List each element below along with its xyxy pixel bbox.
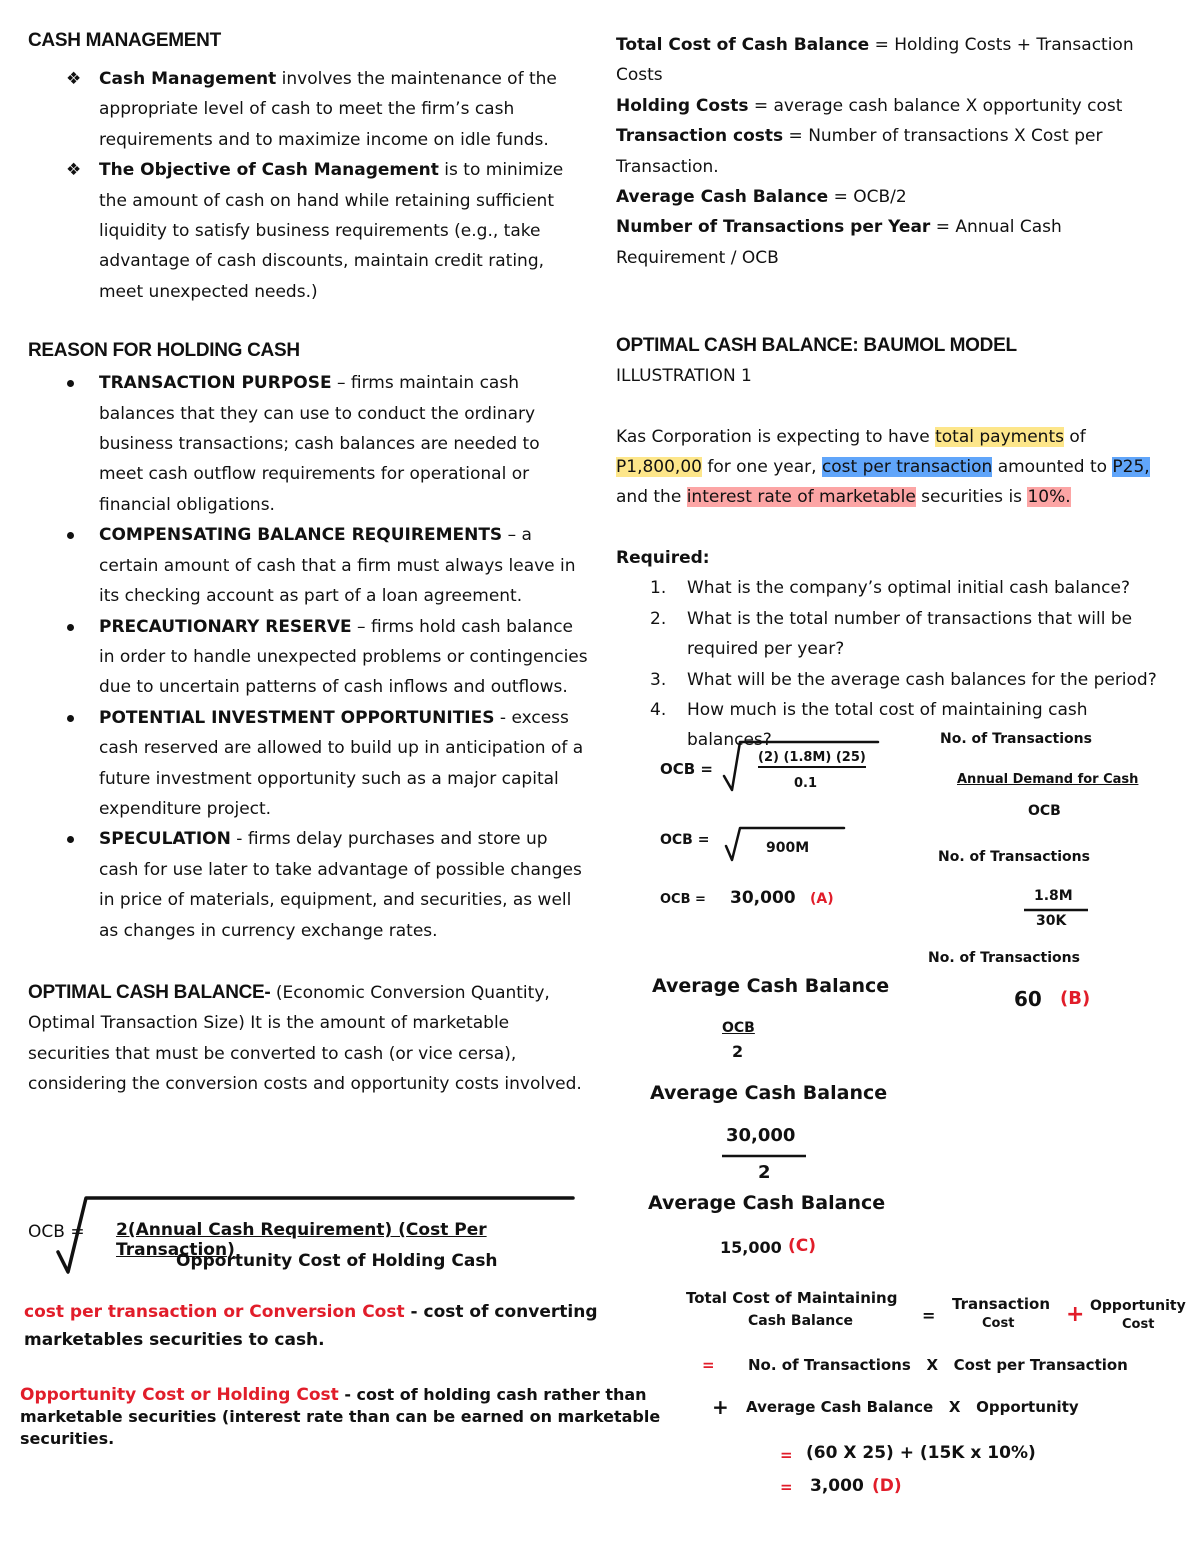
- transactions-title: No. of Transactions: [940, 731, 1092, 747]
- equals-sign: =: [702, 1356, 715, 1374]
- transaction-cost-label: Transaction: [952, 1295, 1051, 1313]
- transactions-denominator: OCB: [1028, 803, 1061, 819]
- definition: = OCB/2: [828, 187, 907, 208]
- term: Total Cost of Cash Balance: [616, 35, 870, 55]
- ocb-label: OCB =: [660, 892, 706, 907]
- case-part: for one year,: [701, 457, 822, 478]
- ocb-numerator: (2) (1.8M) (25): [758, 750, 866, 765]
- ocb-text: (Economic Conversion Quantity, Optimal Transaction Size) It is the amount of marketable securities that must be converted to cash (or vice cersa), considering the conversion costs and opportunity costs involved.: [28, 982, 582, 1095]
- note-term: Opportunity Cost or Holding Cost: [20, 1385, 339, 1405]
- acb-title: Average Cash Balance: [648, 1192, 886, 1214]
- list-item: [28, 703, 588, 825]
- acb-title: Average Cash Balance: [652, 975, 890, 997]
- fraction-bar: [720, 1153, 810, 1159]
- definition: = average cash balance X opportunity cost: [748, 95, 1123, 116]
- highlight-red: interest rate of marketable: [686, 487, 916, 508]
- transaction-cost-label: Cost: [982, 1316, 1015, 1331]
- ocb-value: 900M: [766, 840, 810, 856]
- transactions-numerator: Annual Demand for Cash: [957, 772, 1139, 787]
- cash-management-list: [28, 64, 588, 307]
- highlight-yellow: P1,800,00: [616, 457, 702, 478]
- list-item: [28, 520, 588, 611]
- term: TRANSACTION PURPOSE: [99, 373, 332, 394]
- questions-list: [616, 573, 1176, 755]
- definition: – firms hold cash balance in order to handle unexpected problems or contingencies due to uncertain patterns of cash inflows and outflows.: [99, 616, 588, 698]
- list-item: [616, 665, 1176, 695]
- list-item: [28, 64, 588, 155]
- term: POTENTIAL INVESTMENT OPPORTUNITIES: [99, 707, 495, 728]
- answer-tag-b: (B): [1060, 988, 1091, 1009]
- item-number: 4.: [650, 699, 667, 720]
- acb-numerator: OCB: [722, 1020, 755, 1036]
- formula-numerator: 2(Annual Cash Requirement) (Cost Per Transaction): [116, 1220, 487, 1260]
- definition: = Holding Costs + Transaction Costs: [616, 35, 1134, 86]
- definition: – firms maintain cash balances that they can use to conduct the ordinary business transactions; cash balances are needed to meet cash outflow requirements for operational or financial obligations.: [99, 373, 540, 515]
- list-item: [616, 573, 1176, 603]
- answer-tag-a: (A): [810, 891, 834, 907]
- ocb-formula: [28, 1190, 588, 1290]
- ocb-definition: [28, 978, 588, 1100]
- definition: = Annual Cash Requirement / OCB: [616, 217, 1062, 268]
- question-text: How much is the total cost of maintaining cash balances?: [687, 699, 1088, 751]
- term: Transaction costs: [616, 126, 784, 147]
- formula-list: [616, 30, 1176, 273]
- ocb-label: OCB =: [660, 760, 713, 778]
- formula-line: [616, 30, 1176, 91]
- total-cost-title: Total Cost of Maintaining: [686, 1289, 898, 1307]
- list-item: [616, 695, 1176, 756]
- total-cost-line: Average Cash Balance X Opportunity: [746, 1398, 1079, 1416]
- equals-sign: =: [922, 1306, 936, 1325]
- case-text: [616, 422, 1176, 513]
- definition: is to minimize the amount of cash on hand while retaining sufficient liquidity to satisfy business requirements (e.g., take advantage of cash discounts, maintain credit rating, meet unexpected needs.): [99, 160, 564, 302]
- list-item: [28, 368, 588, 520]
- question-text: What is the total number of transactions that will be required per year?: [687, 608, 1133, 660]
- term: PRECAUTIONARY RESERVE: [99, 616, 352, 637]
- acb-title: Average Cash Balance: [650, 1082, 888, 1104]
- equals-sign: =: [780, 1446, 793, 1464]
- ocb-heading: OPTIMAL CASH BALANCE-: [28, 981, 271, 1003]
- case-part: amounted to: [992, 457, 1113, 478]
- acb-denominator: 2: [758, 1162, 771, 1183]
- formula-line: [616, 182, 1176, 212]
- case-part: and the: [616, 487, 687, 508]
- highlight-red: 10%.: [1027, 487, 1071, 508]
- note-opportunity-cost: [20, 1384, 680, 1450]
- term: Holding Costs: [616, 95, 749, 116]
- case-part: Kas Corporation is expecting to have: [616, 426, 936, 447]
- formula-line: [616, 212, 1176, 273]
- term: Number of Transactions per Year: [616, 217, 931, 238]
- note-definition: - cost of converting marketables securities to cash.: [24, 1302, 598, 1350]
- total-cost-result: 3,000: [810, 1476, 864, 1496]
- term: COMPENSATING BALANCE REQUIREMENTS: [99, 525, 503, 546]
- list-item: [616, 604, 1176, 665]
- cash-management-heading: CASH MANAGEMENT: [28, 30, 221, 51]
- term: SPECULATION: [99, 829, 231, 850]
- total-cost-line: No. of Transactions X Cost per Transaction: [748, 1356, 1128, 1374]
- transactions-result: 60: [1014, 987, 1042, 1011]
- term: Average Cash Balance: [616, 187, 829, 208]
- highlight-blue: P25,: [1112, 457, 1150, 478]
- list-item: [28, 612, 588, 703]
- transactions-title: No. of Transactions: [938, 849, 1090, 865]
- opportunity-cost-label: Cost: [1122, 1317, 1155, 1332]
- note-cost-per-transaction: [24, 1298, 664, 1354]
- plus-sign: +: [712, 1395, 729, 1419]
- baumol-heading: OPTIMAL CASH BALANCE: BAUMOL MODEL: [616, 335, 1017, 357]
- definition: – a certain amount of cash that a firm must always leave in its checking account as part of a loan agreement.: [99, 525, 576, 607]
- reason-heading: REASON FOR HOLDING CASH: [28, 340, 300, 362]
- definition: involves the maintenance of the appropriate level of cash to meet the firm’s cash requirements and to maximize income on idle funds.: [99, 69, 557, 150]
- item-number: 2.: [650, 608, 667, 629]
- formula-line: [616, 121, 1176, 182]
- acb-numerator: 30,000: [726, 1125, 796, 1146]
- term: The Objective of Cash Management: [99, 160, 439, 181]
- ocb-label: OCB =: [660, 832, 710, 848]
- definition: - firms delay purchases and store up cash for use later to take advantage of possible changes in price of materials, equipment, and securities, as well as changes in currency exchange rates.: [99, 829, 582, 941]
- list-item: [28, 155, 588, 307]
- formula-line: [616, 91, 1176, 121]
- transactions-title: No. of Transactions: [928, 950, 1080, 966]
- question-text: What is the company’s optimal initial cash balance?: [687, 578, 1130, 599]
- case-part: securities is: [915, 487, 1028, 508]
- item-number: 1.: [650, 578, 667, 599]
- answer-tag-d: (D): [872, 1476, 902, 1496]
- equals-sign: =: [780, 1478, 793, 1496]
- opportunity-cost-label: Opportunity: [1090, 1298, 1186, 1314]
- highlight-blue: cost per transaction: [821, 457, 993, 478]
- transactions-numerator: 1.8M: [1034, 888, 1073, 904]
- item-number: 3.: [650, 669, 667, 690]
- case-part: of: [1063, 426, 1086, 447]
- formula-denominator: Opportunity Cost of Holding Cash: [176, 1251, 498, 1271]
- question-text: What will be the average cash balances for the period?: [687, 669, 1157, 690]
- formula-label: OCB =: [28, 1222, 85, 1242]
- note-term: cost per transaction or Conversion Cost: [24, 1302, 405, 1322]
- required-label: Required:: [616, 547, 710, 568]
- right-column: [616, 30, 1176, 756]
- left-column: [28, 30, 588, 1100]
- plus-sign: +: [1066, 1302, 1085, 1327]
- transactions-denominator: 30K: [1036, 913, 1067, 929]
- reasons-list: [28, 368, 588, 946]
- ocb-result: 30,000: [730, 888, 796, 908]
- acb-result: 15,000: [720, 1238, 782, 1257]
- definition: - excess cash reserved are allowed to build up in anticipation of a future investment opportunity such as a major capital expenditure project.: [99, 707, 584, 819]
- total-cost-title: Cash Balance: [748, 1313, 854, 1329]
- list-item: [28, 824, 588, 946]
- acb-denominator: 2: [732, 1042, 744, 1061]
- answer-tag-c: (C): [788, 1236, 817, 1256]
- term: Cash Management: [99, 69, 277, 89]
- highlight-yellow: total payments: [935, 426, 1064, 447]
- note-definition: - cost of holding cash rather than marketable securities (interest rate than can be earned on marketable securities.: [20, 1385, 661, 1448]
- ocb-denominator: 0.1: [794, 776, 818, 791]
- total-cost-line: (60 X 25) + (15K x 10%): [806, 1443, 1036, 1463]
- illustration-label: ILLUSTRATION 1: [616, 366, 752, 387]
- definition: = Number of transactions X Cost per Transaction.: [616, 126, 1103, 177]
